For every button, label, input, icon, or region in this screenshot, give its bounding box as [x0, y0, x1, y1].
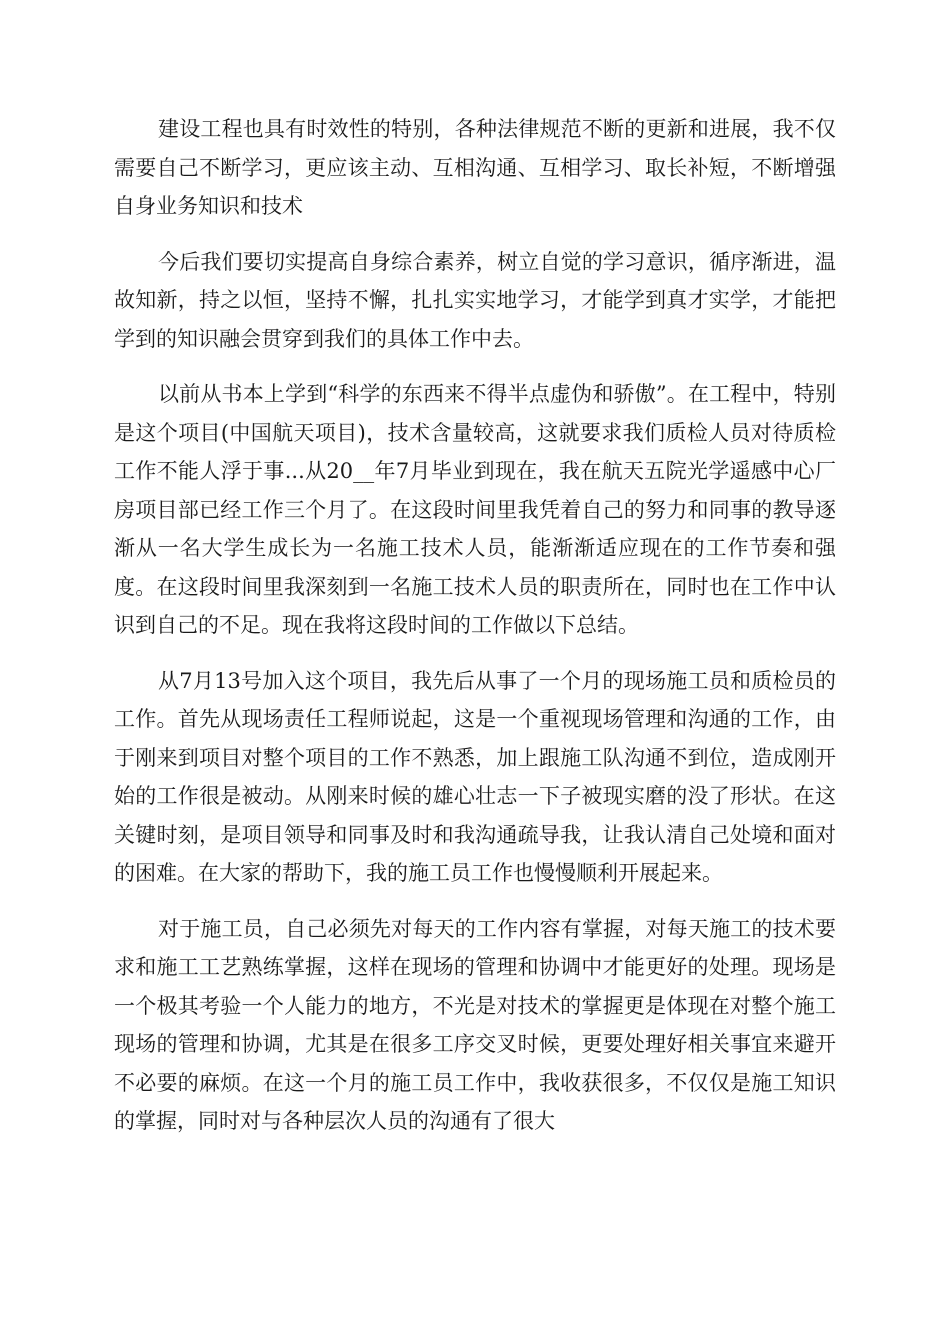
document-page — [114, 110, 836, 1158]
paragraph-3: 以前从书本上学到“科学的东西来不得半点虚伪和骄傲”。在工程中，特别是这个项目(中国航天项目)，技术含量较高，这就要求我们质检人员对待质检工作不能人浮于事...从20__年7月毕业到现在，我在航天五院光学遥感中心厂房项目部已经工作三个月了。在这段时间里我凭着自己的努力和同事的教导逐渐从一名大学生成长为一名施工技术人员，能渐渐适应现在的工作节奏和强度。在这段时间里我深刻到一名施工技术人员的职责所在，同时也在工作中认识到自己的不足。现在我将这段时间的工作做以下总结。 — [114, 382, 836, 637]
paragraph-1: 建设工程也具有时效性的特别，各种法律规范不断的更新和进展，我不仅需要自己不断学习，更应该主动、互相沟通、互相学习、取长补短，不断增强自身业务知识和技术 — [114, 117, 836, 218]
paragraph-4: 从7月13号加入这个项目，我先后从事了一个月的现场施工员和质检员的工作。首先从现场责任工程师说起，这是一个重视现场管理和沟通的工作，由于刚来到项目对整个项目的工作不熟悉，加上跟施工队沟通不到位，造成刚开始的工作很是被动。从刚来时候的雄心壮志一下子被现实磨的没了形状。在这关键时刻，是项目领导和同事及时和我沟通疏导我，让我认清自己处境和面对的困难。在大家的帮助下，我的施工员工作也慢慢顺利开展起来。 — [114, 668, 836, 885]
paragraph-5: 对于施工员，自己必须先对每天的工作内容有掌握，对每天施工的技术要求和施工工艺熟练掌握，这样在现场的管理和协调中才能更好的处理。现场是一个极其考验一个人能力的地方，不光是对技术的掌握更是体现在对整个施工现场的管理和协调，尤其是在很多工序交叉时候，更要处理好相关事宜来避开不必要的麻烦。在这一个月的施工员工作中，我收获很多，不仅仅是施工知识的掌握，同时对与各种层次人员的沟通有了很大 — [114, 916, 836, 1133]
paragraph-2: 今后我们要切实提高自身综合素养，树立自觉的学习意识，循序渐进，温故知新，持之以恒，坚持不懈，扎扎实实地学习，才能学到真才实学，才能把学到的知识融会贯穿到我们的具体工作中去。 — [114, 249, 836, 351]
